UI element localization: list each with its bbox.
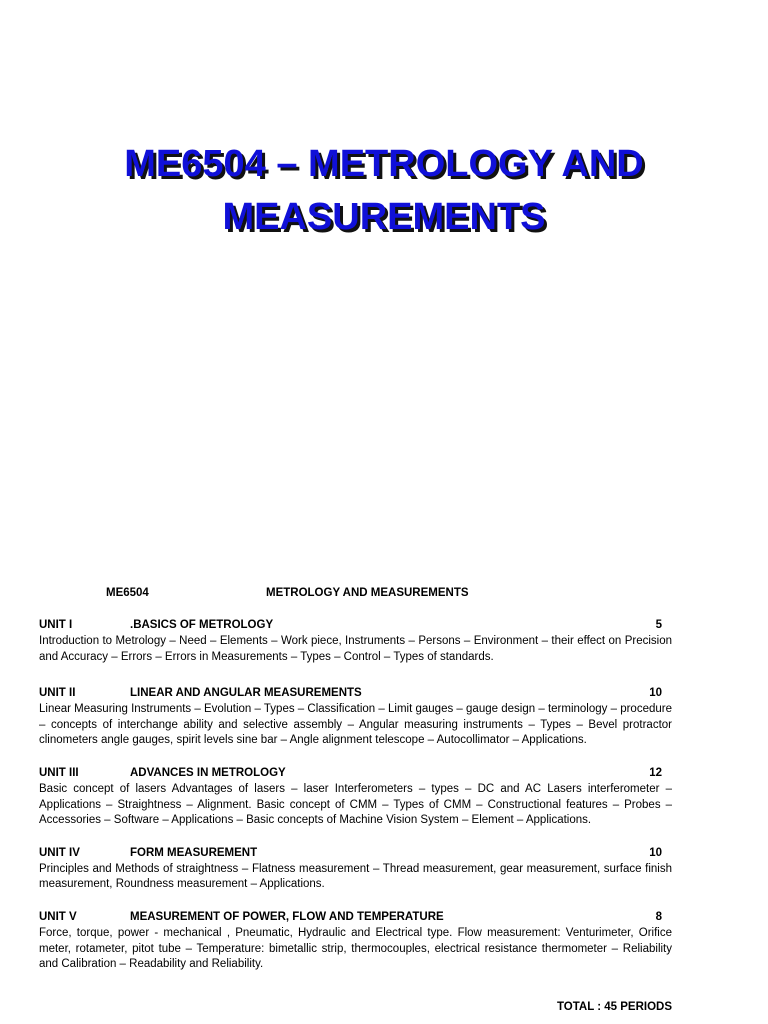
unit-section — [39, 766, 672, 829]
unit-header — [39, 618, 672, 634]
unit-header — [39, 766, 672, 782]
unit-content: Introduction to Metrology – Need – Elements – Work piece, Instruments – Persons – Environment – their effect on Precision and Accuracy – Errors – Errors in Measurements – Types – Control – Types of standards. — [39, 635, 672, 663]
unit-section — [39, 618, 672, 665]
course-code: ME6504 — [106, 587, 149, 599]
unit-content: Basic concept of lasers Advantages of lasers – laser Interferometers – types – DC and AC Lasers interferometer – Applications – Straightness – Alignment. Basic concept of CMM – Types of CMM – Constructional features – Probes – Accessories – Software – Applications – Basic concepts of Machine Vision System – Element – Applications. — [39, 782, 672, 827]
cover-title-line2: MEASUREMENTS — [222, 196, 546, 238]
unit-number: UNIT III — [39, 766, 79, 779]
syllabus — [39, 586, 672, 973]
unit-section — [39, 846, 672, 893]
cover-title-line1: ME6504 – METROLOGY AND — [124, 143, 644, 185]
unit-title: LINEAR AND ANGULAR MEASUREMENTS — [130, 687, 362, 700]
unit-content: Linear Measuring Instruments – Evolution – Types – Classification – Limit gauges – gauge design – terminology – procedure – concepts of interchange ability and selective assembly – Angular measuring instruments – Types – Bevel protractor clinometers angle gauges, spirit levels sine bar – Angle alignment telescope – Autocollimator – Applications. — [39, 703, 672, 747]
unit-section — [39, 686, 672, 749]
unit-title: .BASICS OF METROLOGY — [130, 619, 274, 631]
course-title: METROLOGY AND MEASUREMENTS — [266, 587, 469, 599]
unit-title: FORM MEASUREMENT — [130, 846, 258, 859]
unit-number: UNIT II — [39, 687, 76, 700]
unit-periods: 8 — [655, 910, 662, 923]
unit-periods: 5 — [655, 619, 662, 631]
unit-title: ADVANCES IN METROLOGY — [130, 766, 286, 779]
unit-header — [39, 686, 672, 702]
syllabus-header — [39, 586, 672, 604]
cover-title-line2-wrapper — [0, 196, 768, 239]
unit-section — [39, 910, 672, 973]
unit-periods: 12 — [649, 766, 662, 779]
unit-header — [39, 846, 672, 862]
unit-number: UNIT IV — [39, 846, 80, 859]
unit-header — [39, 910, 672, 926]
unit-content: Principles and Methods of straightness – Flatness measurement – Thread measurement, gear measurement, surface finish measurement, Roundness measurement – Applications. — [39, 862, 672, 891]
unit-number: UNIT V — [39, 910, 77, 923]
unit-periods: 10 — [649, 687, 662, 700]
total-periods: TOTAL : 45 PERIODS — [556, 1001, 672, 1013]
unit-content: Force, torque, power - mechanical , Pneumatic, Hydraulic and Electrical type. Flow measurement: Venturimeter, Orifice meter, rotameter, pitot tube – Temperature: bimetallic strip, thermocouples, electrical resistance thermometer – Reliability and Calibration – Readability and Reliability. — [39, 926, 672, 971]
unit-number: UNIT I — [39, 619, 73, 631]
unit-periods: 10 — [649, 846, 662, 859]
unit-title: MEASUREMENT OF POWER, FLOW AND TEMPERATURE — [130, 910, 444, 923]
